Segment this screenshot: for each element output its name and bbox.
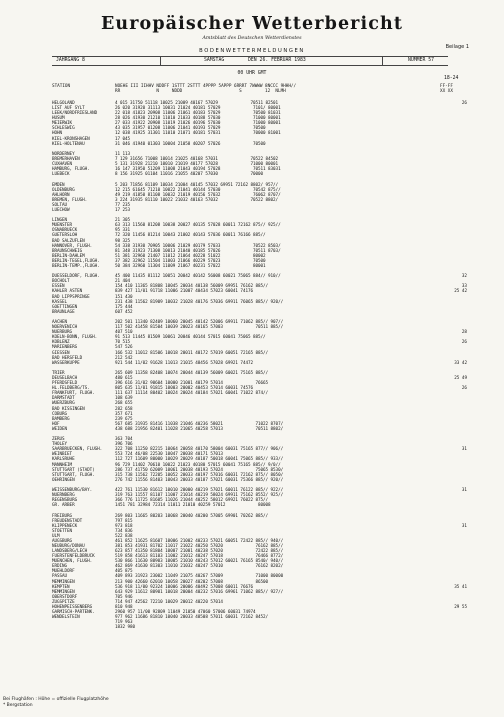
observation-codes-block: 265 609 11358 82408 10074 20044 40139 56009 60021 75165 885// 480 615 396 616 31/02 90604 10000 21001 40179 57014 76665 805 635 11/01 91815 10003 20002 40453 57014 60031 74576 111 637 11114 80402 10024 20024 40184 57021 60041 71022 874// 108 639 268 655 282 658 357 671 239 675 567 685 31935 81416 11038 21046 40236 58021 71022 8707/ 438 688 21956 82401 11028 21065 40258 57013 70511 8802/ <box>115 370 284 432</box>
station-names-block: TRIER DEUSELBACH PFERDSFELD HL.FELDBERG/TS. FRANKFURT, FLUGH. DARMSTADT WUERZBURG BAD KISSINGEN COBURG BAMBERG HOF WEIDEN <box>52 370 95 432</box>
jahrgang-label: JAHRGANG 8 <box>56 58 85 63</box>
observation-codes-block: 45 400 11435 81112 10051 20042 40142 56008 60021 75065 884// 910// 21 404 154 410 11365 81808 10045 20034 40138 56009 69951 76162 885// 839 427 11/01 91718 11006 21007 40434 57023 60041 74176 151 430 231 438 11562 81909 10032 21028 40176 57036 69911 76065 885// 920// 175 444 607 452 <box>115 274 284 315</box>
header-divider <box>160 57 161 65</box>
wind-gust-block <box>429 218 467 264</box>
station-names-block: WEISSENBURG/BAY. NUERNBERG REGENSBURG GR. ARBER <box>52 488 93 509</box>
station-names-block: DUESSELDORF, FLUGH. BOCHOLT ESSEN KAHLER ASTEN BAD LIPPSPRINGE KASSEL GOETTINGEN BRAUNLAGE <box>52 274 100 315</box>
header-rule-top <box>52 56 448 57</box>
header-divider <box>382 57 383 65</box>
observation-codes-block: 11 113 7 129 31656 71008 10014 21025 40168 57031 70522 84502 5 131 31928 21210 10010 21019 40177 57028 71000 80001 16 147 31950 51209 11008 21043 40194 57028 70511 83031 8 156 31925 01104 11016 21055 40207 57030 70000 <box>115 151 281 178</box>
wind-column-header: FF-FF <box>440 84 453 89</box>
observation-codes-block: 422 761 11530 81612 10010 20000 40219 57021 60011 76122 885// 922// 319 763 11557 81107 11007 21014 40219 58024 69911 75162 8552/ 925// 366 776 11725 81605 11026 21044 40252 58012 69921 76022 875// 1451 781 32984 72314 11011 21010 40259 57012 80008 <box>115 488 284 509</box>
nummer-label: NUMMER 57 <box>408 58 434 63</box>
footer-mountain-note: * Bergstation <box>3 702 33 708</box>
weekday-label: SAMSTAG <box>204 58 225 63</box>
station-column-header: STATION <box>52 84 71 89</box>
station-names-block: HELGOLAND LIST AUF SYLT LEEK/NORDFRIESLAND HUSUM MEIERWIK SCHLESWIG HOHN KIEL-KRONSHAGEN KIEL-HOLTENAU <box>52 101 98 147</box>
observation-codes-block: 269 803 11665 80203 10068 20040 40200 57005 69901 70262 885// 797 815 973 818 734 836 522 838 461 852 11625 81607 10006 21002 40233 57021 60051 72422 885// 940// 381 853 41931 81702 11017 21022 40250 57020 76162 885// 623 857 41350 81804 10007 21001 40238 57020 72422 885// 519 858 41613 81103 11002 21012 40247 57018 76466 8772/ 530 866 11630 80903 10005 21010 40243 57012 60021 76165 8540/ 940// 462 869 41630 81303 11010 21032 40247 57010 76162 8202/ 405 875 409 893 31923 23002 11049 21075 40267 57009 71000 80000 213 900 42660 62010 10058 20027 40202 57008 86500 536 918 11/00 92324 10006 20006 40492 57008 60011 76676 643 929 11612 80901 10018 20004 40232 57016 69961 71062 885// 927// 705 946 714 947 42562 72210 10029 20012 40220 57014 810 948 2960 957 11/00 92809 11049 21050 47060 57006 60031 74974 977 962 11686 81810 10040 20033 48508 57011 60031 72162 8452/ 719 963 1832 980 <box>115 513 284 631</box>
observation-codes-block: 21 305 63 313 11560 81208 10038 20027 40135 57028 60011 72162 875// 925// 95 331 72 320 11456 81214 10043 21002 40143 57036 60011 76166 885// 98 325 54 338 31930 70905 10006 21029 40179 57033 70522 8503/ 81 348 31923 71308 10013 21040 40185 57026 70511 8703/ 51 381 32960 21407 11012 21064 40228 51022 80002 37 382 32962 11504 11003 21066 40229 57023 70500 50 384 32960 11304 11009 21067 40231 57022 80001 <box>115 218 281 269</box>
footer-notes <box>3 697 109 708</box>
observation-time: 00 UHR GMT <box>237 71 267 76</box>
footer-airport-note: Bei Flughäfen : Höhe = offizielle Flugplatzhöhe <box>3 697 109 702</box>
page-title: Europäischer Wetterbericht <box>100 14 404 34</box>
wind-gust-block: 32 33 25 42 <box>454 274 467 295</box>
observation-codes-block: 202 501 11340 82409 10060 20045 40142 52006 69911 71062 885// 907// 117 502 41458 81504 10039 20023 40165 57003 70511 885// 407 510 91 513 11445 81509 10061 20046 40144 57015 60041 75065 885// 70 515 547 526 166 532 11012 81506 10018 20011 40172 57019 60051 72165 885// 212 542 921 544 11/02 91628 11013 21015 48456 57028 69921 74472 <box>115 320 284 366</box>
code-column-subheader: RR N NDDD S 12 NLMH <box>115 89 286 94</box>
wind-gust-block: 28 26 33 42 <box>454 330 467 366</box>
observation-codes-block: 5 203 71856 81109 10034 21004 40145 57032 69951 72162 8802/ 957// 12 215 61645 71210 10022 21041 40144 57030 70542 875// 49 219 41850 81108 10032 21019 40156 57032 76062 8707/ 3 224 31935 81110 10022 21032 40163 57032 70522 8802/ 77 235 17 253 <box>115 182 281 213</box>
station-names-block: FREIBURG FREUDENSTADT KLIPPENECK STOETTEN ULM AUGSBURG NEUBURG/DONAU LANDSBERG/LECH FUERSTENFELDBRUCK MUENCHEN, FLUGH. ERDING MUEHLDORF PASSAU MEMMINGEN KEMPTEN MEMMINGEN OBERSTDORF ZUGSPITZE HOHENPEISSENBERG GARMISCH-PARTENK. WENDELSTEIN <box>52 513 95 621</box>
wind-gust-block: 31 <box>461 488 467 494</box>
bulletin-heading: BODENWETTERMELDUNGEN <box>199 48 305 54</box>
wind-gust-block: 26 <box>461 101 467 106</box>
station-names-block: LINGEN MUENSTER OSNABRUECK GUETERSLOH BAD SALZUFLEN HANNOVER, FLUGH. BRAUNSCHWEIG BERLIN-DAHLEM BERLIN-TEGEL,FLUGH. BERLIN-TEMP.,FLUGH. <box>52 218 100 269</box>
wind-gust-block: 31 35 41 29 55 <box>454 523 467 610</box>
header-rule-bottom <box>52 65 448 66</box>
wind-column-subheader: XX XX <box>440 89 453 94</box>
wind-gust-block <box>429 183 467 208</box>
time-range: 18-24 <box>444 76 459 81</box>
station-names-block: EMDEN OLDENBURG AHLHORN BREMEN, FLUGH. SOLTAU LUECHOW <box>52 182 88 213</box>
wind-gust-block: 31 <box>461 447 467 453</box>
date-label: DEN 26. FEBRUAR 1983 <box>248 58 306 63</box>
station-names-block: ZERUS THOLEY SAARBRUECKEN, FLUGH. WEINBIET KARLSRUHE MANNHEIM STUTTGART (STADT) STUTTGART, FLUGH. OEHRINGEN <box>52 437 103 483</box>
page-subtitle: Amtsblatt des Deutschen Wetterdienstes <box>202 36 302 41</box>
wind-gust-block: 25 49 26 <box>454 376 467 392</box>
observation-codes-block: 363 704 396 706 322 708 11250 82215 10064 20058 40170 58004 60031 75165 877// 906// 553 724 46/08 22530 10047 20038 40171 57013 112 727 11609 80000 10029 20029 40187 50018 60041 75065 885// 933// 96 729 11402 70610 10022 21023 40180 57015 60041 75165 885// 9/0// 286 737 41750 62009 10061 20038 40193 57024 75065 8530/ 315 738 11562 72205 10052 20033 40197 57016 60031 72162 875// 8050/ 276 742 11556 81403 10043 20033 40187 57021 60031 75366 885// 920// <box>115 437 284 483</box>
code-column-header: NOEHE III IIHHV NDDFF 1STTT 2STTT 4PPPP 5APPP 6RRRT 7WWWW 8NCCC 9HHH// <box>115 84 297 89</box>
wind-gust-block <box>429 152 467 172</box>
beilage-label: Beilage 1 <box>445 44 469 50</box>
observation-codes-block: 4 015 31750 51118 10025 21009 40167 57029 70511 82501 26 020 31920 31113 10031 21024 40181 57029 7101/ 80001 22 018 41823 20908 11006 21061 40183 57029 70500 81031 28 026 41930 21210 11010 21033 40188 57030 71000 80001 27 033 41922 20908 11019 21026 40196 57030 71000 80001 43 035 31957 01208 11006 21041 40193 57029 70500 12 038 41925 31301 11010 21071 40181 57031 70000 81001 17 045 31 046 41940 01303 10004 21058 40207 57026 70500 <box>115 101 281 147</box>
station-names-block: AACHEN NOERVENICH NUERBURG KOELN-BONN, FLUGH. KOBLENZ MARIENBERG GIESSEN BAD HERSFELD WASSERKUPPE <box>52 320 98 366</box>
station-names-block: NORDERNEY BREMERHAVEN CUXHAVEN HAMBURG, FLUGH. LUEBECK <box>52 151 90 178</box>
